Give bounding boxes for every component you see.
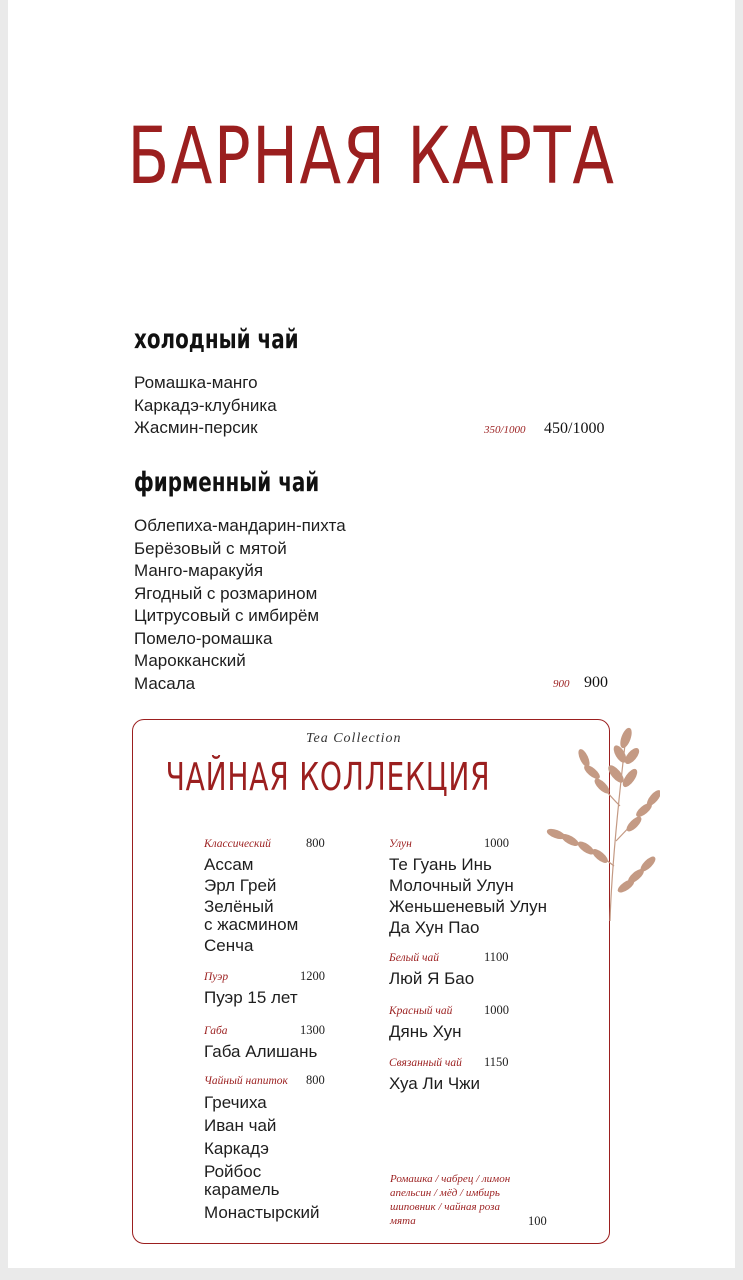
- oolong-list: [389, 854, 547, 938]
- list-item: Жасмин-персик: [134, 418, 258, 437]
- category-puer: Пуэр: [204, 971, 229, 983]
- white-list: [389, 968, 474, 989]
- gaba-list: [204, 1041, 317, 1062]
- list-item: Цитрусовый с имбирём: [134, 606, 320, 625]
- drink-list: [204, 1091, 320, 1224]
- list-item: Ассам: [204, 855, 254, 874]
- list-item: Да Хун Пао: [389, 918, 480, 937]
- signature-tea-list: [134, 515, 346, 695]
- category-gaba: Габа: [204, 1025, 228, 1037]
- list-item: Зелёный: [204, 897, 274, 916]
- tea-additions-price: 100: [528, 1214, 547, 1228]
- list-item: Монастырский: [204, 1203, 320, 1222]
- category-bound-price: 1150: [484, 1055, 509, 1069]
- list-item: Гречиха: [204, 1093, 267, 1112]
- bound-list: [389, 1073, 480, 1094]
- collection-script-title: Tea Collection: [306, 731, 402, 746]
- list-item: Хуа Ли Чжи: [389, 1074, 481, 1093]
- category-puer-price: 1200: [300, 969, 325, 983]
- category-oolong: Улун: [389, 838, 412, 850]
- cold-tea-heading: холодный чай: [134, 324, 299, 355]
- list-item: Облепиха-мандарин-пихта: [134, 516, 346, 535]
- list-item: Ройбос: [204, 1162, 262, 1181]
- classic-list: [204, 854, 298, 956]
- cold-tea-price: 450/1000: [544, 420, 605, 437]
- list-item: Те Гуань Инь: [389, 855, 492, 874]
- category-bound: Связанный чай: [389, 1057, 462, 1069]
- category-gaba-price: 1300: [300, 1023, 325, 1037]
- signature-tea-price-old: 900: [553, 678, 570, 690]
- note-line: шиповник / чайная роза: [390, 1201, 500, 1213]
- dried-grass-illustration: [540, 716, 660, 926]
- list-item: Ягодный с розмарином: [134, 583, 318, 603]
- list-item: Эрл Грей: [204, 876, 277, 895]
- list-item: Ромашка-манго: [134, 373, 258, 392]
- page-title: БАРНАЯ КАРТА: [127, 112, 616, 202]
- list-item: Пуэр 15 лет: [204, 988, 298, 1007]
- list-item: Дянь Хун: [389, 1022, 462, 1041]
- list-item: Люй Я Бао: [389, 969, 475, 988]
- list-item: с жасмином: [204, 915, 299, 934]
- note-line: апельсин / мёд / имбирь: [390, 1187, 500, 1199]
- category-red-price: 1000: [484, 1003, 509, 1017]
- list-item: Каркадэ: [204, 1139, 269, 1158]
- list-item: Иван чай: [204, 1116, 277, 1135]
- category-red: Красный чай: [389, 1005, 453, 1017]
- category-white-price: 1100: [484, 950, 509, 964]
- cold-tea-list: [134, 372, 277, 440]
- list-item: Сенча: [204, 936, 254, 955]
- note-line: мята: [390, 1215, 416, 1227]
- category-drink: Чайный напиток: [204, 1075, 288, 1087]
- list-item: Манго-маракуйя: [134, 561, 264, 580]
- note-line: Ромашка / чабрец / лимон: [390, 1173, 511, 1185]
- list-item: Берёзовый с мятой: [134, 538, 287, 558]
- signature-tea-price: 900: [584, 674, 608, 691]
- tea-additions-note: [390, 1172, 510, 1228]
- list-item: Женьшеневый Улун: [389, 897, 548, 916]
- list-item: Каркадэ-клубника: [134, 395, 277, 415]
- menu-page: [8, 0, 735, 1268]
- list-item: Масала: [134, 673, 196, 693]
- cold-tea-price-old: 350/1000: [484, 424, 526, 436]
- list-item: карамель: [204, 1180, 280, 1199]
- category-drink-price: 800: [306, 1073, 325, 1087]
- puer-list: [204, 987, 298, 1008]
- list-item: Габа Алишань: [204, 1042, 318, 1061]
- signature-tea-heading: фирменный чай: [134, 467, 320, 498]
- collection-title: ЧАЙНАЯ КОЛЛЕКЦИЯ: [165, 755, 491, 799]
- category-white: Белый чай: [389, 952, 440, 964]
- red-list: [389, 1021, 462, 1042]
- list-item: Помело-ромашка: [134, 628, 273, 648]
- category-oolong-price: 1000: [484, 836, 509, 850]
- category-classic-price: 800: [306, 836, 325, 850]
- list-item: Молочный Улун: [389, 876, 514, 895]
- list-item: Марокканский: [134, 651, 246, 670]
- category-classic: Классический: [204, 838, 271, 850]
